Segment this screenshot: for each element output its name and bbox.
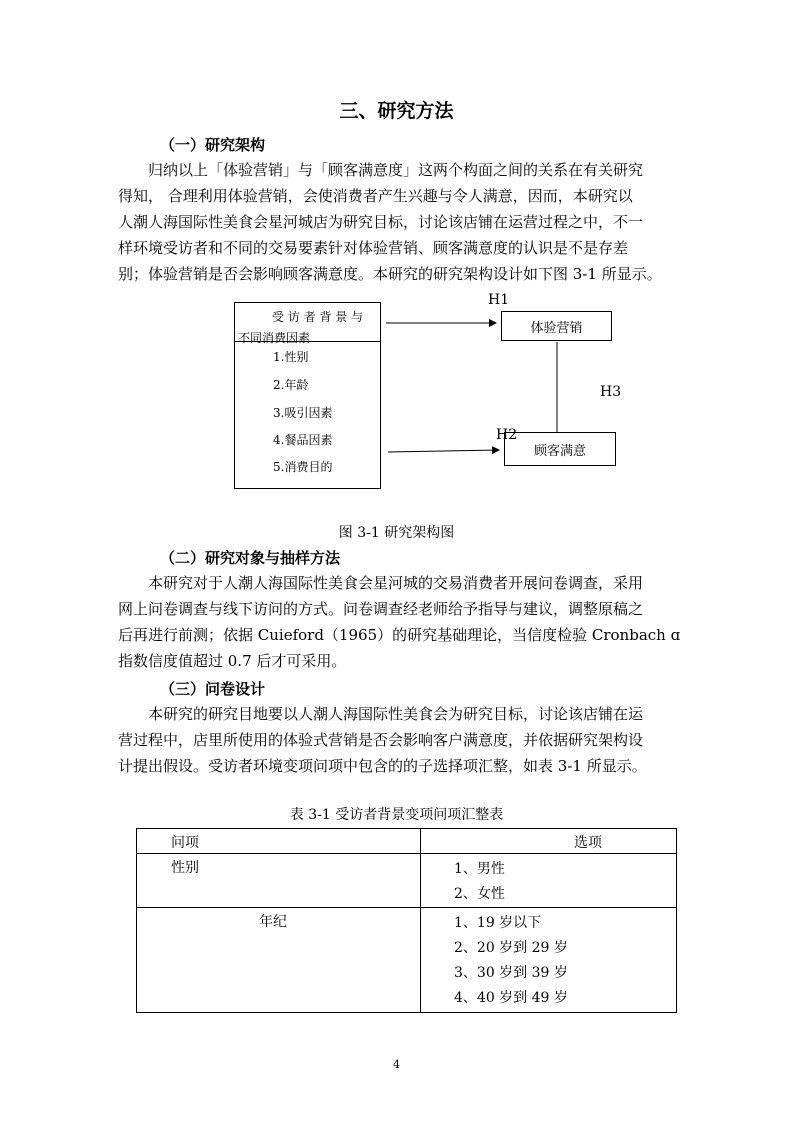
section-2-paragraph [118, 570, 681, 674]
table-cell-item [137, 854, 421, 908]
factor-item: 5.消费目的 [273, 460, 333, 474]
section-heading-subjects-sampling: （二）研究对象与抽样方法 [160, 549, 341, 567]
hypothesis-label-h2: H2 [496, 427, 518, 443]
paragraph-line: 本研究对于人潮人海国际性美食会星河城的交易消费者开展问卷调查，采用 [148, 574, 644, 592]
paragraph-line: 网上问卷调查与线下访问的方式。问卷调查经老师给予指导与建议，调整原稿之 [118, 600, 644, 618]
row-item-label: 性别 [171, 860, 199, 876]
customer-satisfaction-label: 顾客满意 [533, 444, 586, 459]
option-text: 2、20 岁到 29 岁 [454, 940, 568, 956]
paragraph-line: 营过程中，店里所使用的体验式营销是否会影响客户满意度，并依据研究架构设 [118, 731, 644, 749]
paragraph-line: 样环境受访者和不同的交易要素针对体验营销、顾客满意度的认识是不是存差 [118, 239, 629, 257]
background-variables-table [136, 828, 677, 1013]
option-text: 2、女性 [454, 886, 505, 902]
figure-caption: 图 3-1 研究架构图 [338, 525, 455, 541]
row-item-label: 年纪 [259, 914, 287, 930]
factor-item: 3.吸引因素 [273, 406, 333, 420]
page-title: 三、研究方法 [339, 100, 454, 122]
arrow-h2 [388, 450, 499, 452]
section-3-paragraph [118, 701, 676, 779]
hypothesis-label-h3: H3 [600, 384, 622, 400]
paragraph-line: 得知， 合理利用体验营销，会使消费者产生兴趣与令人满意，因而，本研究以 [118, 187, 633, 205]
hypothesis-label-h1: H1 [488, 292, 510, 308]
table-header-cell [137, 829, 421, 854]
paragraph-line: 后再进行前测；依据 Cuieford（1965）的研究基础理论，当信度检验 Cronbach ɑ [118, 626, 681, 644]
respondent-box-title-line-1: 受 访 者 背 景 与 [272, 310, 364, 324]
factor-item: 1.性别 [273, 350, 309, 364]
paragraph-line: 人潮人海国际性美食会星河城店为研究目标，讨论该店铺在运营过程之中，不一 [118, 213, 644, 231]
paragraph-line: 本研究的研究目地要以人潮人海国际性美食会为研究目标，讨论该店铺在运 [148, 705, 644, 723]
section-1-paragraph [118, 157, 676, 287]
page-number: 4 [393, 1058, 400, 1071]
factor-item: 2.年龄 [273, 378, 309, 392]
diagram-connectors [0, 290, 793, 500]
table-row [137, 854, 677, 908]
section-heading-questionnaire-design: （三）问卷设计 [160, 680, 266, 698]
table-row [137, 908, 677, 1013]
table-cell-options [421, 908, 677, 1013]
paragraph-line: 计提出假设。受访者环境变项问项中包含的的子选择项汇整，如表 3-1 所显示。 [118, 757, 647, 775]
header-options-label: 选项 [574, 835, 602, 851]
paragraph-line: 指数信度值超过 0.7 后才可采用。 [118, 652, 347, 670]
section-heading-research-framework: （一）研究架构 [160, 136, 266, 154]
table-header-cell [421, 829, 677, 854]
table-header-row [137, 829, 677, 854]
paragraph-line: 归纳以上「体验营销」与「顾客满意度」这两个构面之间的关系在有关研究 [148, 161, 644, 179]
option-text: 3、30 岁到 39 岁 [454, 965, 568, 981]
respondent-box-title-line-2: 不同消费因素 [238, 331, 311, 345]
table-cell-item [137, 908, 421, 1013]
header-item-label: 问项 [171, 835, 199, 851]
experience-marketing-label: 体验营销 [530, 321, 583, 336]
factor-item: 4.餐品因素 [273, 433, 333, 447]
research-framework-diagram [0, 290, 793, 500]
option-text: 4、40 岁到 49 岁 [454, 990, 568, 1006]
paragraph-line: 别；体验营销是否会影响顾客满意度。本研究的研究架构设计如下图 3-1 所显示。 [118, 265, 662, 283]
option-text: 1、男性 [454, 861, 505, 877]
table-cell-options [421, 854, 677, 908]
option-text: 1、19 岁以下 [454, 915, 542, 931]
table-caption: 表 3-1 受访者背景变项问项汇整表 [289, 807, 504, 823]
